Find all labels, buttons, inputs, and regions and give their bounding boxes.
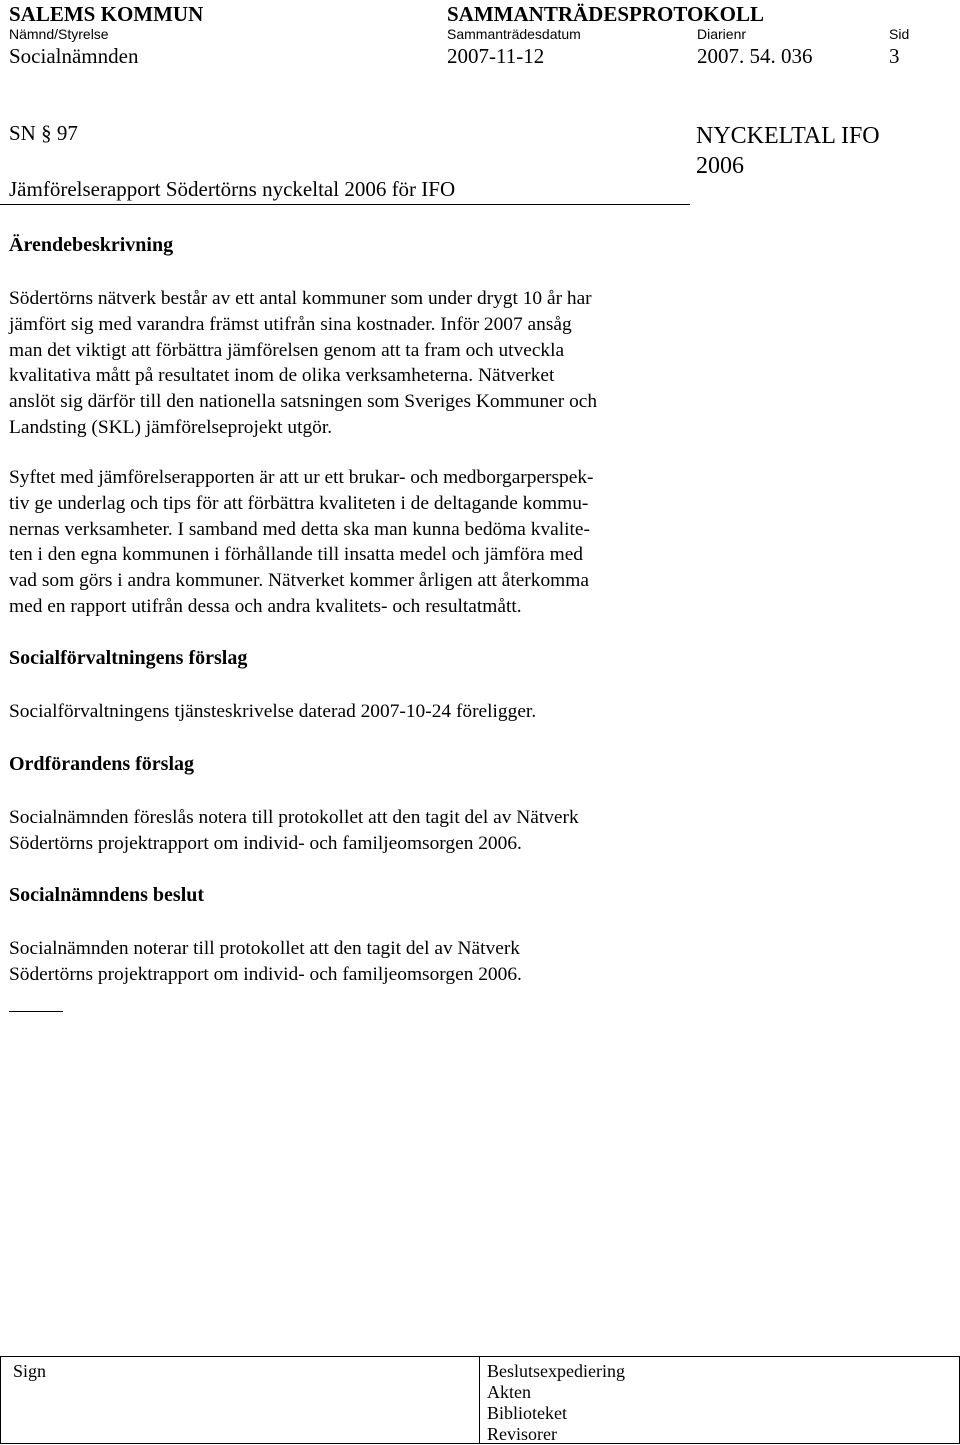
reg-no-label: Diarienr (697, 26, 747, 42)
organization-name: SALEMS KOMMUN (9, 2, 204, 26)
paragraph-line: Södertörns projektrapport om individ- och familjeomsorgen 2006. (9, 832, 522, 854)
case-subject: Jämförelserapport Södertörns nyckeltal 2006 för IFO (9, 177, 456, 201)
subject-underline (0, 204, 690, 205)
paragraph-line: anslöt sig därför till den nationella satsningen som Sveriges Kommuner och (9, 391, 598, 413)
paragraph-line: med en rapport utifrån dessa och andra kvalitets- och resultatmått. (9, 595, 522, 617)
case-tag (696, 121, 880, 181)
distribution-item: Biblioteket (487, 1403, 567, 1423)
reg-no-value: 2007. 54. 036 (697, 44, 813, 68)
paragraph-line: man det viktigt att förbättra jämförelsen genom att ta fram och utveckla (9, 339, 565, 361)
decision-text (9, 936, 689, 988)
board-label: Nämnd/Styrelse (9, 26, 109, 42)
meeting-date-label: Sammanträdesdatum (447, 26, 581, 42)
paragraph-line: ten i den egna kommunen i förhållande till insatta medel och jämföra med (9, 544, 583, 566)
paragraph-line: kvalitativa mått på resultatet inom de olika verksamheterna. Nätverket (9, 365, 555, 387)
case-number: SN § 97 (9, 121, 78, 145)
paragraph-line: Landsting (SKL) jämförelseprojekt utgör. (9, 416, 333, 438)
paragraph-line: nernas verksamheter. I samband med detta ska man kunna bedöma kvalite- (9, 518, 590, 540)
paragraph-line: Socialförvaltningens tjänsteskrivelse daterad 2007-10-24 föreligger. (9, 701, 537, 722)
paragraph-line: vad som görs i andra kommuner. Nätverket kommer årligen att återkomma (9, 570, 589, 592)
distribution-item: Revisorer (487, 1424, 557, 1444)
end-marker-line (9, 1011, 63, 1012)
paragraph-line: Socialnämnden noterar till protokollet att den tagit del av Nätverk (9, 938, 521, 959)
board-value: Socialnämnden (9, 44, 139, 68)
paragraph-line: Socialnämnden föreslås notera till protokollet att den tagit del av Nätverk (9, 807, 579, 828)
paragraph-line: jämfört sig med varandra främst utifrån sina kostnader. Inför 2007 ansåg (9, 313, 572, 335)
paragraph-line: tiv ge underlag och tips för att förbättra kvaliteten i de deltagande kommu- (9, 492, 589, 514)
distribution-item: Akten (487, 1382, 531, 1402)
case-tag-line1: NYCKELTAL IFO (696, 123, 880, 149)
page-label: Sid (889, 26, 910, 42)
paragraph-line: Syftet med jämförelserapporten är att ur ett brukar- och medborgarperspek- (9, 467, 594, 488)
page-value: 3 (889, 44, 900, 68)
meeting-date-value: 2007-11-12 (447, 44, 545, 68)
distribution-item: Beslutsexpediering (487, 1361, 625, 1381)
chair-heading: Ordförandens förslag (9, 753, 194, 775)
footer-divider (479, 1357, 480, 1443)
administration-text (9, 699, 689, 725)
sign-label: Sign (13, 1361, 47, 1381)
description-paragraph-1 (9, 286, 689, 441)
signature-footer (0, 1356, 960, 1444)
decision-heading: Socialnämndens beslut (9, 884, 205, 906)
chair-text (9, 805, 689, 857)
description-heading: Ärendebeskrivning (9, 234, 174, 256)
paragraph-line: Södertörns projektrapport om individ- och familjeomsorgen 2006. (9, 963, 522, 985)
description-paragraph-2 (9, 465, 689, 620)
paragraph-line: Södertörns nätverk består av ett antal kommuner som under drygt 10 år har (9, 288, 592, 309)
administration-heading: Socialförvaltningens förslag (9, 647, 248, 669)
case-tag-line2: 2006 (696, 153, 744, 179)
document-type: SAMMANTRÄDESPROTOKOLL (447, 2, 764, 26)
